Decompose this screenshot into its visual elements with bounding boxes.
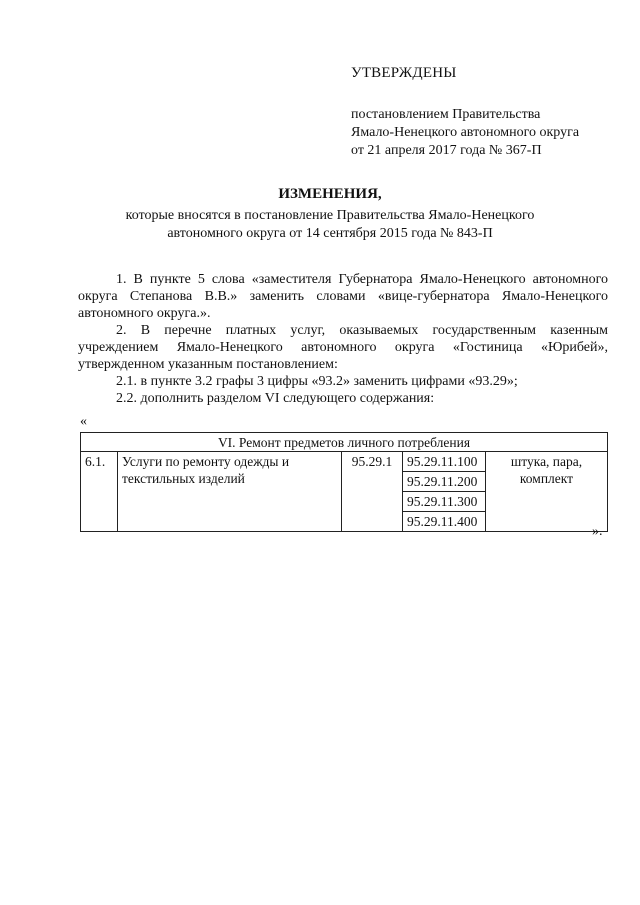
- document-heading: [60, 185, 600, 243]
- paragraph-2: 2. В перечне платных услуг, оказываемых государственным казенным учреждением Ямало-Ненецкого автономного округа «Гостиница «Юрибей», утвержденном указанным постановлением:: [78, 323, 608, 372]
- paragraph-2-2: 2.2. дополнить разделом VI следующего содержания:: [116, 391, 435, 406]
- table-section-row: [81, 433, 608, 452]
- opening-quote: «: [80, 414, 87, 429]
- row-number: 6.1.: [81, 452, 118, 532]
- document-subtitle-line-2: автономного округа от 14 сентября 2015 года № 843-П: [167, 226, 493, 241]
- okpd-code: 95.29.11.400: [407, 514, 478, 529]
- paragraph-1: 1. В пункте 5 слова «заместителя Губернатора Ямало-Ненецкого автономного округа Степанова В.В.» заменить словами «вице-губернатора Ямало-Ненецкого автономного округа.».: [78, 272, 608, 321]
- approval-line-2: Ямало-Ненецкого автономного округа: [351, 125, 580, 140]
- okpd-code: 95.29.11.100: [403, 452, 485, 472]
- unit-of-measure: штука, пара, комплект: [486, 452, 608, 532]
- okpd-code: 95.29.11.200: [403, 472, 485, 492]
- table-row: [81, 452, 608, 532]
- approval-line-3: от 21 апреля 2017 года № 367-П: [351, 143, 542, 158]
- paragraph-2-1: 2.1. в пункте 3.2 графы 3 цифры «93.2» заменить цифрами «93.29»;: [116, 374, 518, 389]
- document-title: ИЗМЕНЕНИЯ,: [278, 186, 382, 202]
- okpd-codes: [403, 452, 486, 532]
- service-name: Услуги по ремонту одежды и текстильных изделий: [118, 452, 342, 532]
- services-table: [80, 432, 608, 532]
- okved-code: 95.29.1: [342, 452, 403, 532]
- closing-quote: ».: [592, 524, 603, 539]
- approval-block: [351, 64, 611, 160]
- section-title: VI. Ремонт предметов личного потребления: [81, 433, 608, 452]
- document-subtitle-line-1: которые вносятся в постановление Правительства Ямало-Ненецкого: [125, 208, 535, 223]
- okpd-code: 95.29.11.300: [403, 492, 485, 512]
- approval-title: УТВЕРЖДЕНЫ: [351, 65, 457, 81]
- approval-line-1: постановлением Правительства: [351, 107, 541, 122]
- document-body: [78, 271, 608, 407]
